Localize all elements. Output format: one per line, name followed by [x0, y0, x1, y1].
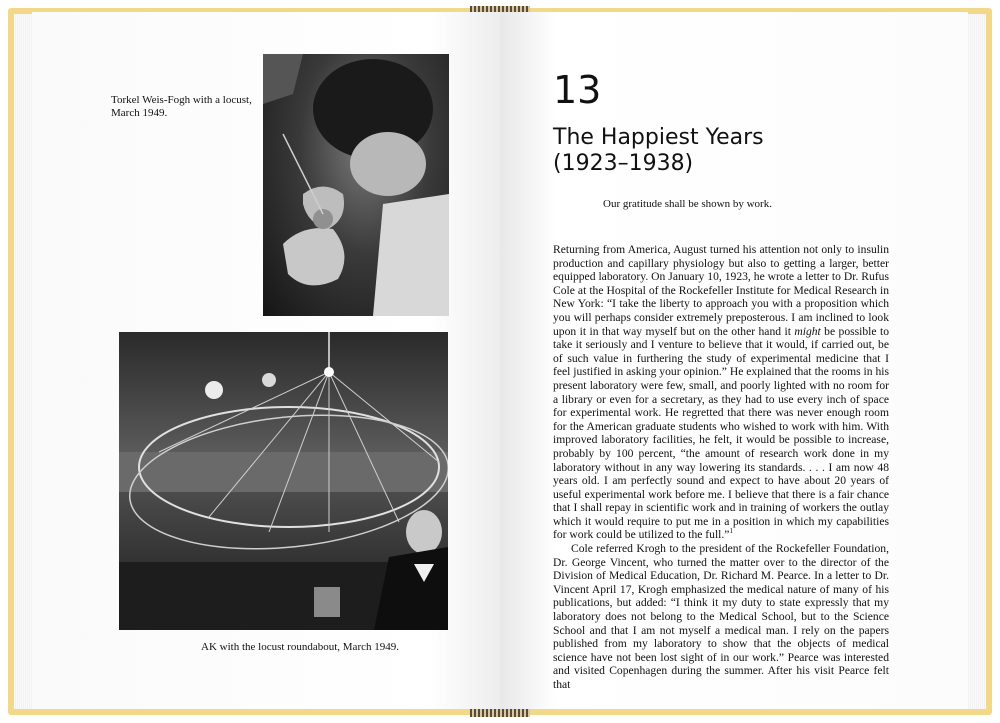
paragraph-1-part-b: be possible to take it seriously and I venture to believe that it would, if carried out, be of such value in furthering the study of experimental medicine that I feel justified in asking your opinion.” He explained that the rooms in his present laboratory were few, small, and poorly lighted with no room for a library or even for a secretary, as they had to use every inch of space for experimental work. He regretted that there was never enough room for the American graduate students who wished to work with him. With improved laboratory facilities, he felt, it would be possible to increase, probably by 100 percent, “the amount of research work done in my laboratory without in any way lowering its standards. . . . I am now 48 years old. I am perfectly sound and expect to have about 20 years of useful experimental work before me. I believe that there is a fair chance that I shall repay in scientific work and in training of workers the outlay which it would require to put me in a position in which my capabilities for work could be utilized to the full.”: [553, 324, 889, 542]
photo-caption-bottom: AK with the locust roundabout, March 1949.: [201, 641, 399, 653]
epigraph: Our gratitude shall be shown by work.: [603, 198, 772, 210]
chapter-title-line-2: (1923–1938): [553, 151, 694, 176]
paragraph-1-part-a: Returning from America, August turned his attention not only to insulin production and capillary physiology but also to getting a larger, better equipped laboratory. On January 10, 1923, he wrote a letter to Dr. Rufus Cole at the Hospital of the Rockefeller Institute for Medical Research in New York: “I take the liberty to approach you with a proposition which you will perhaps consider extremely preposterous. I am inclined to look upon it in that way myself but on the other hand it: [553, 243, 889, 338]
emphasized-word: might: [794, 324, 821, 338]
photo-man-with-locust: [263, 54, 449, 316]
paragraph-2: Cole referred Krogh to the president of the Rockefeller Foundation, Dr. George Vincent, who turned the matter over to the director of the Division of Medical Education, Dr. Richard M. Pearce. In a letter to Dr. Vincent April 17, Krogh emphasized the medical nature of many of his publications, but added: “I think it my duty to state expressly that my laboratory does not belong to the Medical School, but to the Science School and that I am not myself a medical man. I rely on the papers published from my laboratory to show that the objects of medical science have not been lost sight of in our work.” Pearce was interested and visited Copenhagen during the summer. After his visit Pearce felt that: [553, 542, 889, 691]
photo-caption-top: Torkel Weis-Fogh with a locust, March 1949.: [111, 94, 252, 119]
page-edges-left: [14, 14, 34, 709]
page-edges-right: [966, 14, 986, 709]
chapter-body-text: [553, 243, 889, 692]
chapter-number: 13: [553, 68, 602, 112]
paragraph-1: [553, 243, 889, 542]
footnote-marker: 1: [729, 527, 733, 536]
chapter-title: [553, 125, 764, 177]
chapter-title-line-1: The Happiest Years: [553, 125, 764, 150]
photo-locust-roundabout: [119, 332, 448, 630]
spine-tailband: [470, 709, 530, 717]
